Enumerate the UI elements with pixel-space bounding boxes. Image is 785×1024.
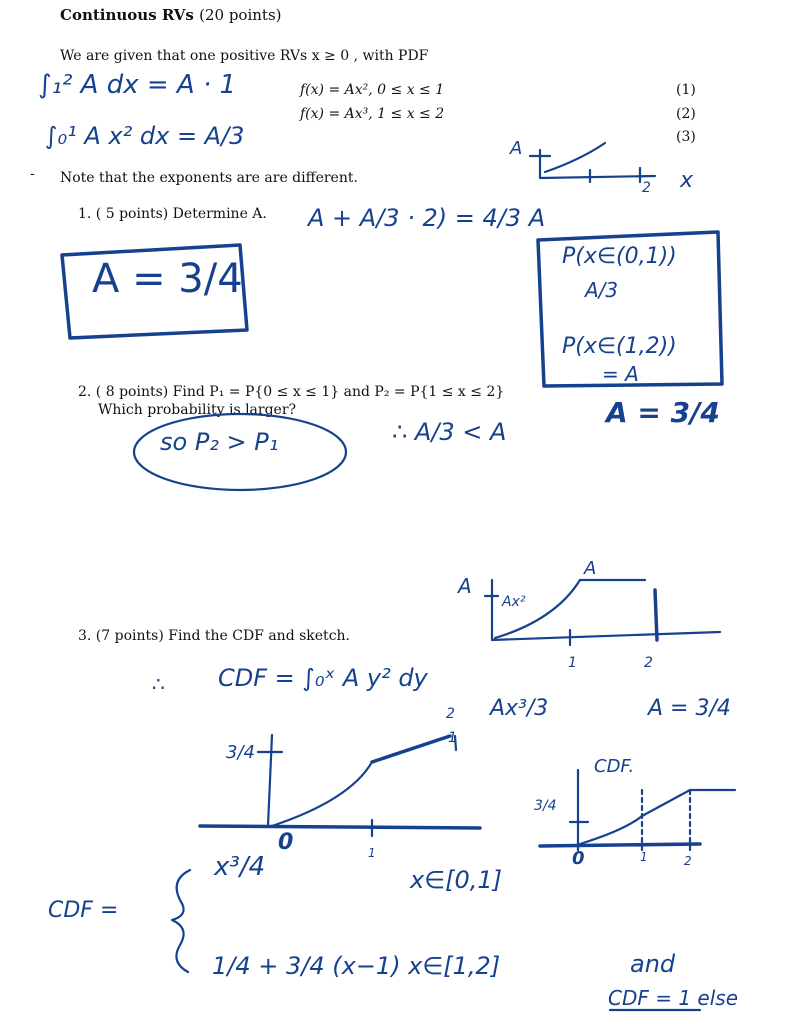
- graph4-curve: [580, 816, 642, 844]
- graph4-tick-2: 2: [684, 854, 692, 868]
- hand-integral-2: ∫₀¹ A x² dx = A/3: [45, 122, 245, 150]
- graph3-zero-label: 0: [278, 830, 294, 855]
- question-2: 2. ( 8 points) Find P₁ = P{0 ≤ x ≤ 1} and P₂ = P{1 ≤ x ≤ 2}: [78, 384, 505, 400]
- hand-cdf-case-1: x³/4: [214, 852, 266, 882]
- graph2-curve: [495, 580, 580, 638]
- conclusion-circle: [134, 414, 346, 490]
- graph2-label-a: A: [458, 574, 472, 598]
- title-text: Continuous RVs: [60, 6, 194, 24]
- equation-label-2: (2): [676, 106, 696, 122]
- graph3-tick-1: 1: [368, 846, 376, 860]
- graph1-axes: [540, 150, 655, 178]
- question-1: 1. ( 5 points) Determine A.: [78, 206, 267, 222]
- graph3-curve: [272, 762, 372, 826]
- hand-cdf-case-1-domain: x∈[0,1]: [410, 866, 503, 894]
- graph2-curve-label: Ax²: [502, 594, 526, 610]
- cdf-brace: [172, 870, 190, 972]
- graph1-x-label: x: [680, 168, 694, 193]
- given-statement: We are given that one positive RVs x ≥ 0 , with PDF: [60, 48, 429, 64]
- note-text: Note that the exponents are are different.: [60, 170, 358, 186]
- graph3-top-label: 1: [448, 730, 457, 746]
- title-points: (20 points): [199, 6, 282, 24]
- graph4-zero-label: 0: [572, 848, 585, 869]
- hand-cdf-label: CDF =: [48, 898, 119, 923]
- graph2-drop: [655, 590, 657, 640]
- hand-therefore: ∴ A/3 < A: [392, 418, 507, 446]
- graph1-tick-2: 2: [642, 180, 651, 196]
- graph4-tick-1: 1: [640, 850, 648, 864]
- pdf-line-1: f(x) = Ax², 0 ≤ x ≤ 1: [300, 82, 445, 98]
- graph3-y-label: 3/4: [226, 742, 255, 763]
- graph4-line: [642, 790, 735, 816]
- graph4-y-label: 3/4: [534, 798, 557, 814]
- hand-p2-value: = A: [602, 362, 639, 386]
- hand-cdf-integral: CDF = ∫₀ˣ A y² dy: [218, 664, 428, 692]
- graph4-axis-x: [540, 844, 700, 846]
- hand-and: and: [630, 950, 676, 978]
- graph1-curve: [545, 143, 605, 172]
- graph1-label-a: A: [510, 138, 523, 159]
- graph3-axis-x: [200, 826, 480, 828]
- hand-boxed-answer: A = 3/4: [92, 256, 243, 302]
- graph3-axis-y: [268, 735, 272, 826]
- hand-sum: A + A/3 · 2) = 4/3 A: [308, 204, 546, 232]
- hand-circled-conclusion: so P₂ > P₁: [160, 428, 279, 456]
- hand-cdf-case-2: 1/4 + 3/4 (x−1) x∈[1,2]: [212, 952, 501, 980]
- graph4-dashes: [642, 790, 690, 850]
- question-3: 3. (7 points) Find the CDF and sketch.: [78, 628, 350, 644]
- probability-box: [538, 232, 722, 386]
- graph2-label-top: A: [584, 558, 597, 579]
- hand-p1-value: A/3: [585, 278, 619, 302]
- margin-dash: -: [30, 166, 35, 182]
- graph3-tick: [258, 752, 372, 836]
- pdf-line-2: f(x) = Ax³, 1 ≤ x ≤ 2: [300, 106, 445, 122]
- graph2-tick-2: 2: [644, 655, 653, 671]
- hand-else: CDF = 1 else: [608, 986, 739, 1010]
- question-2-sub: Which probability is larger?: [98, 402, 297, 418]
- hand-cdf-dots: ∴: [152, 672, 165, 696]
- hand-p1: P(x∈(0,1)): [562, 244, 677, 269]
- hand-a-value: A = 3/4: [606, 396, 720, 429]
- equation-label-1: (1): [676, 82, 696, 98]
- hand-p2: P(x∈(1,2)): [562, 334, 677, 359]
- graph2-axes: [492, 580, 720, 640]
- hand-cdf-2: 2: [446, 706, 455, 722]
- graph4-title: CDF.: [594, 756, 635, 777]
- hand-integral-1: ∫₁² A dx = A · 1: [38, 70, 237, 100]
- graph3-drop: [455, 736, 456, 750]
- answer-box: [62, 245, 247, 338]
- hand-a-34-right: A = 3/4: [648, 696, 731, 721]
- equation-label-3: (3): [676, 129, 696, 145]
- graph2-tick-1: 1: [568, 655, 577, 671]
- hand-cdf-ax3: Ax³/3: [490, 696, 549, 721]
- graph3-line: [372, 736, 450, 762]
